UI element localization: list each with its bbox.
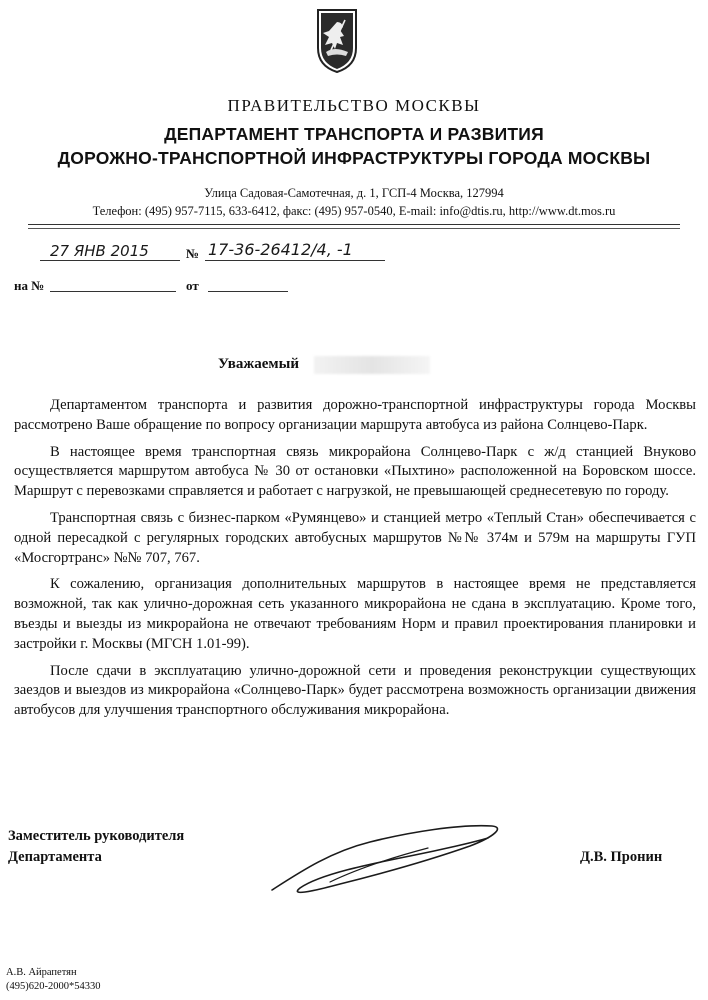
department-address: Улица Садовая-Самотечная, д. 1, ГСП-4 Москва, 127994: [204, 186, 504, 200]
greeting: Уважаемый: [218, 356, 299, 372]
redacted-recipient-name: [314, 356, 430, 374]
reply-to-label: на №: [14, 278, 45, 293]
number-underline: [205, 260, 385, 261]
header-rule: [28, 224, 680, 225]
signatory-position-line2: Департамента: [8, 849, 102, 865]
department-title-line1: ДЕПАРТАМЕНТ ТРАНСПОРТА И РАЗВИТИЯ: [164, 124, 544, 144]
paragraph: Транспортная связь с бизнес-парком «Румянцево» и станцией метро «Теплый Стан» обеспечивается с одной пересадкой с регулярных городских автобусных маршрутов №№ 374м и 579м на маршруты ГУП «Мосгортранс» №№ 707, 767.: [14, 509, 696, 566]
paragraph: Департаментом транспорта и развития дорожно-транспортной инфраструктуры города Москвы рассмотрено Ваше обращение по вопросу организации маршрута автобуса из района Солнцево-Парк.: [14, 397, 696, 433]
moscow-coat-of-arms-icon: [312, 8, 362, 74]
registration-number: 17-36-26412/4, -1: [208, 240, 353, 259]
header-rule-thin: [28, 228, 680, 229]
paragraph: В настоящее время транспортная связь микрорайона Солнцево-Парк с ж/д станцией Внуково осуществляется маршрутом автобуса № 30 от остановки «Пыхтино» расположенной на Боровском шоссе. Маршрут с перевозками справляется и работает с нагрузкой, не превышающей среднесетевую по городу.: [14, 443, 696, 500]
reply-to-line: [50, 291, 176, 292]
letter-body: [14, 396, 696, 728]
executor-name: А.В. Айрапетян: [6, 967, 77, 978]
executor-phone: (495)620-2000*54330: [6, 981, 101, 992]
government-title: ПРАВИТЕЛЬСТВО МОСКВЫ: [227, 96, 481, 115]
signatory-name: Д.В. Пронин: [580, 849, 663, 865]
department-contacts: Телефон: (495) 957-7115, 633-6412, факс: (495) 957-0540, E-mail: info@dtis.ru, http://www.dt.mos.ru: [92, 204, 616, 218]
paragraph: После сдачи в эксплуатацию улично-дорожной сети и проведения реконструкции существующих заездов и выездов из микрорайона «Солнцево-Парк» будет рассмотрена возможность организации движения автобусов для улучшения транспортного обслуживания микрорайона.: [14, 662, 696, 719]
department-title-line2: ДОРОЖНО-ТРАНСПОРТНОЙ ИНФРАСТРУКТУРЫ ГОРОДА МОСКВЫ: [57, 148, 651, 168]
signatory-position-line1: Заместитель руководителя: [8, 828, 185, 844]
from-label: от: [186, 278, 199, 293]
paragraph: К сожалению, организация дополнительных маршрутов в настоящее время не представляется возможной, так как улично-дорожная сеть указанного микрорайона не сдана в эксплуатацию. Кроме того, въезды и выезды из микрорайона не отвечают требованиям Норм и правил проектирования планировки и застройки г. Москвы (МГСН 1.01-99).: [14, 576, 696, 652]
signatory-position: [8, 826, 184, 868]
registration-date: 27 ЯНВ 2015: [50, 242, 149, 260]
registration-number-label: №: [186, 246, 200, 261]
from-line: [208, 291, 288, 292]
executor-info: [6, 966, 101, 994]
date-underline: [40, 260, 180, 261]
handwritten-signature-icon: [260, 812, 510, 902]
